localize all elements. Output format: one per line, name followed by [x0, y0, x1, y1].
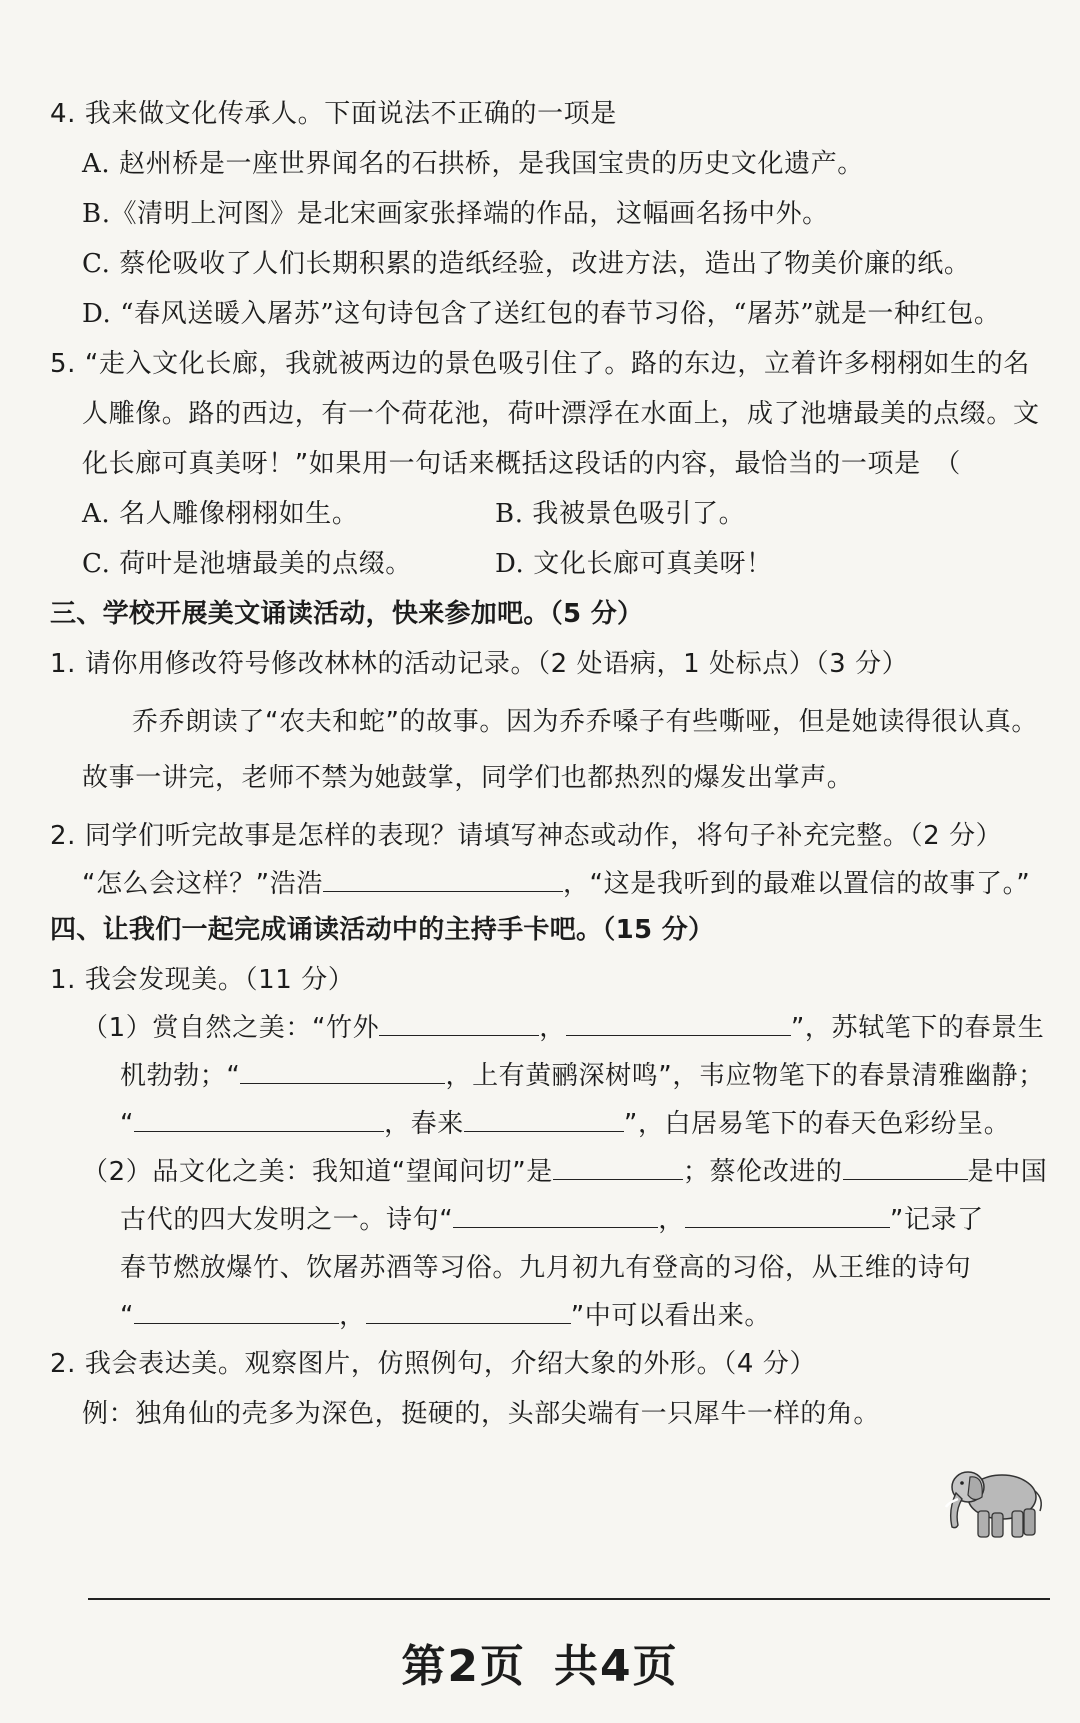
culture-comma-2: ，: [339, 1301, 366, 1331]
answer-blank-1[interactable]: [379, 1011, 539, 1036]
sec3-q2-sentence: [82, 866, 1030, 902]
nature-text-3: 机勃勃；“: [120, 1061, 241, 1091]
culture-text-5: ”记录了: [889, 1205, 984, 1235]
q5-option-d: D. 文化长廊可真美呀！: [495, 549, 773, 579]
q5-option-b: B. 我被景色吸引了。: [495, 499, 746, 529]
nature-quote-open: “: [120, 1109, 135, 1139]
answer-blank-11[interactable]: [366, 1299, 571, 1324]
culture-text-6: ”中可以看出来。: [570, 1301, 771, 1331]
q4-option-a: A. 赵州桥是一座世界闻名的石拱桥，是我国宝贵的历史文化遗产。: [82, 149, 864, 179]
q4-option-b: B.《清明上河图》是北宋画家张择端的作品，这幅画名扬中外。: [82, 199, 829, 229]
sec4-question-2: 2. 我会表达美。观察图片，仿照例句，介绍大象的外形。（4 分）: [50, 1349, 817, 1379]
q5-option-c: C. 荷叶是池塘最美的点缀。: [82, 549, 412, 579]
sec3-record-paragraph-1: 乔乔朗读了“农夫和蛇”的故事。因为乔乔嗓子有些嘶哑，但是她读得很认真。: [132, 707, 1038, 737]
culture-text-3: 是中国: [967, 1157, 1048, 1187]
q4-option-d: D. “春风送暖入屠苏”这句诗包含了送红包的春节习俗，“屠苏”就是一种红包。: [82, 299, 1001, 329]
q5-line-2: 人雕像。路的西边，有一个荷花池，荷叶漂浮在水面上，成了池塘最美的点缀。文: [82, 399, 1040, 429]
sec4-example-sentence: 例：独角仙的壳多为深色，挺硬的，头部尖端有一只犀牛一样的角。: [82, 1399, 881, 1429]
sec4-culture-line-2: [120, 1202, 984, 1238]
sec3-record-paragraph-2: 故事一讲完，老师不禁为她鼓掌，同学们也都热烈的爆发出掌声。: [82, 763, 854, 793]
nature-comma-1: ，: [539, 1013, 566, 1043]
answer-blank-4[interactable]: [134, 1107, 384, 1132]
q4-option-c: C. 蔡伦吸收了人们长期积累的造纸经验，改进方法，造出了物美价廉的纸。: [82, 249, 971, 279]
sec4-culture-line-4: [120, 1298, 771, 1334]
nature-text-2: ”，苏轼笔下的春景生: [790, 1013, 1045, 1043]
answer-blank-8[interactable]: [453, 1203, 658, 1228]
culture-comma: ，: [658, 1205, 685, 1235]
q5-line-1: 5. “走入文化长廊，我就被两边的景色吸引住了。路的东边，立着许多栩栩如生的名: [50, 349, 1030, 379]
sec4-question-1: 1. 我会发现美。（11 分）: [50, 965, 355, 995]
q5-option-a: A. 名人雕像栩栩如生。: [82, 499, 359, 529]
sec3-question-2: 2. 同学们听完故事是怎样的表现？请填写神态或动作，将句子补充完整。（2 分）: [50, 821, 1003, 851]
sec4-nature-line-1: [82, 1010, 1044, 1046]
section-3-title: 三、学校开展美文诵读活动，快来参加吧。（5 分）: [50, 599, 644, 629]
sec4-culture-line-3: 春节燃放爆竹、饮屠苏酒等习俗。九月初九有登高的习俗，从王维的诗句: [120, 1253, 972, 1283]
answer-blank-6[interactable]: [553, 1155, 683, 1180]
answer-blank-10[interactable]: [134, 1299, 339, 1324]
culture-text-2: ；蔡伦改进的: [682, 1157, 843, 1187]
sec3-question-1: 1. 请你用修改符号修改林林的活动记录。（2 处语病，1 处标点）（3 分）: [50, 649, 909, 679]
q2-quote-end: ，“这是我听到的最难以置信的故事了。”: [562, 869, 1031, 899]
sec4-nature-line-2: [120, 1058, 1045, 1094]
answer-blank-7[interactable]: [843, 1155, 968, 1180]
nature-text-5: ，春来: [384, 1109, 464, 1139]
nature-text-4: ，上有黄鹂深树鸣”，韦应物笔下的春景清雅幽静；: [445, 1061, 1045, 1091]
page-number: 第2页: [401, 1641, 526, 1692]
nature-text-1: （1）赏自然之美：“竹外: [82, 1013, 380, 1043]
answer-line[interactable]: [88, 1598, 1050, 1600]
page-total: 共4页: [554, 1641, 679, 1692]
answer-blank-5[interactable]: [464, 1107, 624, 1132]
q5-line-3: 化长廊可真美呀！”如果用一句话来概括这段话的内容，最恰当的一项是 （: [82, 449, 961, 479]
section-4-title: 四、让我们一起完成诵读活动中的主持手卡吧。（15 分）: [50, 915, 715, 945]
sec4-nature-line-3: [120, 1106, 1010, 1142]
page-footer: [0, 1630, 1080, 1694]
culture-quote-open: “: [120, 1301, 135, 1331]
sec4-culture-line-1: [82, 1154, 1047, 1190]
answer-blank-9[interactable]: [685, 1203, 890, 1228]
q2-quote-start: “怎么会这样？”浩浩: [82, 869, 323, 899]
nature-text-6: ”，白居易笔下的春天色彩纷呈。: [623, 1109, 1011, 1139]
answer-blank-3[interactable]: [240, 1059, 445, 1084]
answer-blank-expression[interactable]: [323, 867, 563, 892]
culture-text-4: 古代的四大发明之一。诗句“: [120, 1205, 454, 1235]
culture-text-1: （2）品文化之美：我知道“望闻问切”是: [82, 1157, 553, 1187]
elephant-icon: [940, 1455, 1050, 1545]
answer-blank-2[interactable]: [566, 1011, 791, 1036]
q4-stem: 4. 我来做文化传承人。下面说法不正确的一项是: [50, 99, 617, 129]
